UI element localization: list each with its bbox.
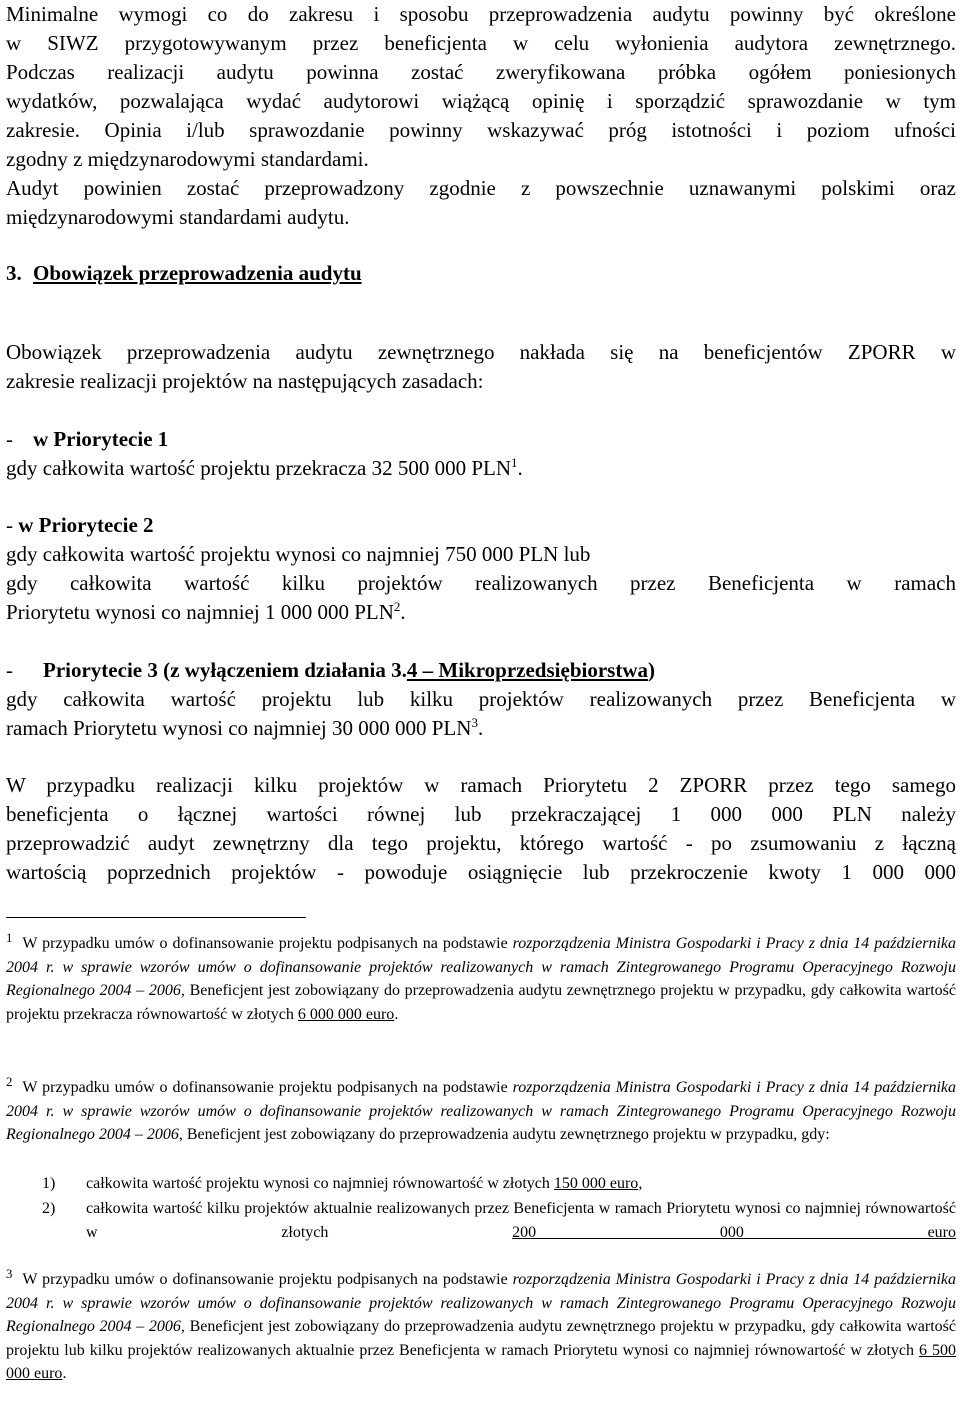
intro-line-4: wydatków, pozwalająca wydać audytorowi wiążącą opinię i sporządzić sprawozdanie w tym [6, 89, 956, 113]
period: . [477, 716, 484, 740]
footnote-2 [6, 1076, 956, 1147]
dash: - [6, 513, 13, 537]
footnote-ref-1[interactable]: 1 [511, 455, 518, 470]
footnote-1 [6, 932, 956, 1026]
period: . [394, 1005, 399, 1023]
footnote-3 [6, 1268, 956, 1386]
obligation-line-1: Obowiązek przeprowadzenia audytu zewnętrznego nakłada się na beneficjentów ZPORR w [6, 340, 956, 364]
footnote-2-lead: W przypadku umów o dofinansowanie projektu podpisanych na podstawie [22, 1079, 508, 1096]
priority-3-condition: ramach Priorytetu wynosi co najmniej 30 000 000 PLN [6, 716, 472, 740]
list-number: 2) [42, 1200, 56, 1217]
priority-3-label-close: ) [647, 658, 655, 682]
priority-3-label-part: Priorytecie 3 (z wyłączeniem działania 3. [43, 658, 407, 682]
priority-2-line-3 [6, 598, 956, 628]
list-item-text: całkowita wartość kilku projektów aktualnie realizowanych przez Beneficjenta w ramach Priorytetu wynosi co najmniej równowartość w złotych [86, 1200, 956, 1241]
footnote-separator [6, 917, 306, 918]
section-title: Obowiązek przeprowadzenia audytu [33, 261, 362, 285]
intro-line-6: zgodny z międzynarodowymi standardami. [6, 147, 369, 171]
intro-line-1: Minimalne wymogi co do zakresu i sposobu przeprowadzenia audytu powinny być określone [6, 2, 956, 26]
footnote-2-item-1 [42, 1172, 956, 1196]
priority-3-label-underlined: 4 – Mikroprzedsiębiorstwa [406, 658, 648, 682]
priority-1-text [6, 454, 956, 484]
intro-line-3: Podczas realizacji audytu powinna zostać zweryfikowana próbka ogółem poniesionych [6, 60, 956, 84]
footnote-2-number: 2 [6, 1074, 13, 1089]
footnote-3-number: 3 [6, 1266, 13, 1281]
list-item-amount: 150 000 euro [553, 1175, 639, 1192]
priority-3-line-2 [6, 714, 956, 744]
closing-line-2: beneficjenta o łącznej wartości równej lub przekraczającej 1 000 000 PLN należy [6, 802, 956, 826]
priority-3-label [43, 658, 655, 682]
priority-2-heading [6, 511, 956, 541]
comma: , [638, 1175, 643, 1192]
list-item-amount: 200 000 euro [512, 1223, 956, 1241]
footnote-3-subject: w sprawie wzorów umów o dofinansowanie projektów realizowanych w ramach Zintegrowanego Programu Operacyjnego Rozwoju Regionalnego 2004 – 2006 [6, 1294, 957, 1335]
obligation-line-2: zakresie realizacji projektów na następujących zasadach: [6, 369, 484, 393]
footnote-3-regulation: rozporządzenia Ministra Gospodarki i Pracy z dnia 14 października 2004 r. [6, 1271, 956, 1312]
priority-2-condition: Priorytetu wynosi co najmniej 1 000 000 PLN [6, 600, 394, 624]
footnote-1-number: 1 [6, 930, 13, 945]
priority-2-line-1: gdy całkowita wartość projektu wynosi co najmniej 750 000 PLN lub [6, 542, 591, 566]
footnote-3-text: , Beneficjent jest zobowiązany do przeprowadzenia audytu zewnętrznego projektu w przypadku, gdy całkowita wartość projektu lub kilku projektów realizowanych aktualnie przez Beneficjenta w ramach Priorytetu wynosi co najmniej równowartość w złotych [6, 1318, 956, 1359]
section-number: 3. [6, 261, 22, 285]
closing-line-4: wartością poprzednich projektów - powoduje osiągnięcie lub przekroczenie kwoty 1 000 000 [6, 860, 956, 884]
footnote-1-regulation: rozporządzenia Ministra Gospodarki i Pracy z dnia 14 października 2004 r. [6, 935, 956, 976]
footnote-ref-2[interactable]: 2 [393, 599, 401, 614]
list-item-text: całkowita wartość projektu wynosi co najmniej równowartość w złotych [86, 1175, 550, 1192]
intro-line-8: międzynarodowymi standardami audytu. [6, 205, 350, 229]
footnote-1-lead: W przypadku umów o dofinansowanie projektu podpisanych na podstawie [22, 935, 508, 952]
intro-line-5: zakresie. Opinia i/lub sprawozdanie powinny wskazywać próg istotności i poziom ufności [6, 118, 956, 142]
priority-2-label: w Priorytecie 2 [18, 513, 154, 537]
footnote-3-lead: W przypadku umów o dofinansowanie projektu podpisanych na podstawie [22, 1271, 508, 1288]
footnote-1-amount: 6 000 000 euro [297, 1005, 395, 1023]
footnote-2-item-2 [42, 1197, 956, 1244]
footnote-ref-3[interactable]: 3 [471, 715, 478, 730]
footnote-1-text: , Beneficjent jest zobowiązany do przeprowadzenia audytu zewnętrznego projektu w przypadku, gdy całkowita wartość projektu przekracza równowartość w złotych [6, 982, 956, 1023]
closing-line-1: W przypadku realizacji kilku projektów w ramach Priorytetu 2 ZPORR przez tego samego [6, 773, 956, 797]
footnote-1-subject: w sprawie wzorów umów o dofinansowanie projektów realizowanych w ramach Zintegrowanego Programu Operacyjnego Rozwoju Regionalnego 2004 – 2006 [6, 958, 957, 999]
dash: - [6, 658, 13, 682]
priority-2-line-2: gdy całkowita wartość kilku projektów realizowanych przez Beneficjenta w ramach [6, 571, 956, 595]
dash: - [6, 427, 13, 451]
list-number: 1) [42, 1175, 56, 1192]
intro-line-7: Audyt powinien zostać przeprowadzony zgodnie z powszechnie uznawanymi polskimi oraz [6, 176, 956, 200]
closing-line-3: przeprowadzić audyt zewnętrzny dla tego projektu, którego wartość - po zsumowaniu z łączną [6, 831, 956, 855]
footnote-2-regulation: rozporządzenia Ministra Gospodarki i Pracy z dnia 14 października 2004 r. [6, 1079, 956, 1120]
priority-1-condition: gdy całkowita wartość projektu przekracza 32 500 000 PLN [6, 456, 512, 480]
period: . [62, 1365, 67, 1382]
footnote-3-amount: 6 500 000 euro [6, 1341, 957, 1382]
footnote-2-text: , Beneficjent jest zobowiązany do przeprowadzenia audytu zewnętrznego projektu w przypadku, gdy: [178, 1126, 830, 1143]
section-heading [6, 259, 956, 289]
priority-3-line-1: gdy całkowita wartość projektu lub kilku projektów realizowanych przez Beneficjenta w [6, 687, 956, 711]
period: . [400, 600, 406, 624]
priority-1-label: w Priorytecie 1 [33, 427, 169, 451]
priority-1-heading [6, 425, 956, 455]
intro-line-2: w SIWZ przygotowywanym przez beneficjenta w celu wyłonienia audytora zewnętrznego. [6, 31, 956, 55]
priority-3-heading [6, 656, 956, 686]
period: . [517, 456, 523, 480]
footnote-2-subject: w sprawie wzorów umów o dofinansowanie projektów realizowanych w ramach Zintegrowanego Programu Operacyjnego Rozwoju Regionalnego 2004 – 2006 [6, 1102, 957, 1143]
